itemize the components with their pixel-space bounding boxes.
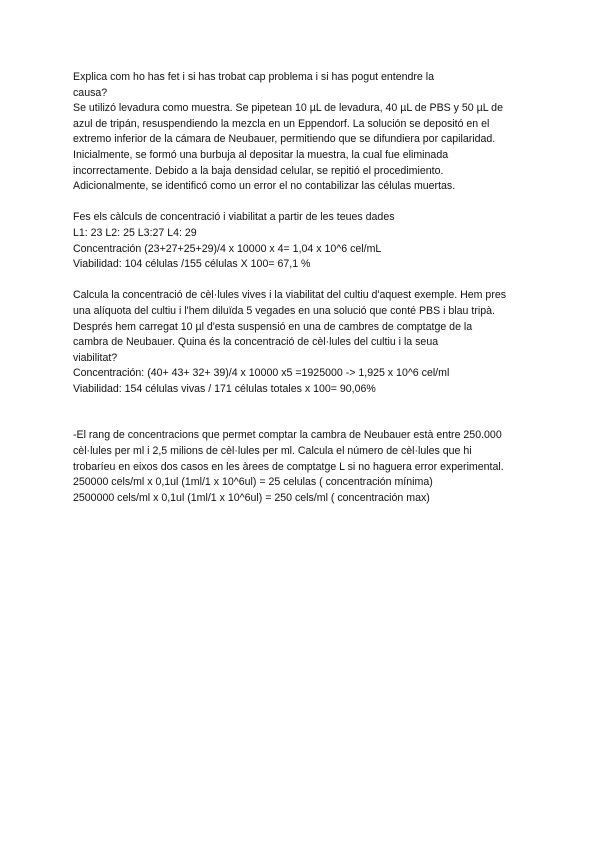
data-values: L1: 23 L2: 25 L3:27 L4: 29	[73, 226, 197, 239]
max-concentration-result: 2500000 cels/ml x 0,1ul (1ml/1 x 10^6ul) = 250 cels/ml ( concentración max)	[73, 491, 430, 504]
question-text: causa?	[73, 86, 108, 99]
min-concentration-result: 250000 cels/ml x 0,1ul (1ml/1 x 10^6ul) = 25 celulas ( concentración mínima)	[73, 476, 433, 489]
question-text: trobaríeu en eixos dos casos en les àrees de comptatge L si no haguera error experimental.	[73, 460, 504, 473]
answer-text: incorrectamente. Debido a la baja densidad celular, se repitió el procedimiento.	[73, 164, 444, 177]
answer-text: azul de tripán, resuspendiendo la mezcla en un Eppendorf. La solución se depositó en el	[73, 117, 490, 130]
question-text: viabilitat?	[73, 351, 118, 364]
answer-text: Se utilizó levadura como muestra. Se pipetean 10 µL de levadura, 40 µL de PBS y 50 µL de	[73, 102, 503, 115]
section-procedure	[73, 70, 543, 195]
viability-result: Viabilidad: 154 células vivas / 171 células totales x 100= 90,06%	[73, 382, 376, 395]
section-example	[73, 288, 543, 397]
document-body	[73, 70, 543, 522]
question-text: -El rang de concentracions que permet comptar la cambra de Neubauer està entre 250.000	[73, 429, 502, 442]
question-text: Fes els càlculs de concentració i viabilitat a partir de les teues dades	[73, 211, 395, 224]
question-text: cèl·lules per ml i 2,5 milions de cèl·lules per ml. Calcula el número de cèl·lules que hi	[73, 445, 472, 458]
answer-text: Adicionalmente, se identificó como un error el no contabilizar las células muertas.	[73, 180, 456, 193]
section-range	[73, 428, 543, 506]
section-calculations	[73, 210, 543, 272]
concentration-result: Concentración (23+27+25+29)/4 x 10000 x 4= 1,04 x 10^6 cel/mL	[73, 242, 382, 255]
answer-text: Inicialmente, se formó una burbuja al depositar la muestra, la cual fue eliminada	[73, 148, 449, 161]
question-text: Explica com ho has fet i si has trobat cap problema i si has pogut entendre la	[73, 71, 434, 83]
question-text: Calcula la concentració de cèl·lules vives i la viabilitat del cultiu d'aquest exemple. Hem pres	[73, 289, 507, 302]
question-text: una alíquota del cultiu i l'hem diluïda 5 vegades en una solució que conté PBS i blau tripà.	[73, 304, 495, 317]
answer-text: extremo inferior de la cámara de Neubauer, permitiendo que se difundiera por capilaridad.	[73, 133, 496, 146]
question-text: Després hem carregat 10 µl d'esta suspensió en una de cambres de comptatge de la	[73, 320, 473, 333]
question-text: cambra de Neubauer. Quina és la concentració de cèl·lules del cultiu i la seua	[73, 336, 439, 349]
concentration-result: Concentración: (40+ 43+ 32+ 39)/4 x 10000 x5 =1925000 -> 1,925 x 10^6 cel/ml	[73, 367, 450, 380]
viability-result: Viabilidad: 104 células /155 células X 100= 67,1 %	[73, 258, 311, 271]
